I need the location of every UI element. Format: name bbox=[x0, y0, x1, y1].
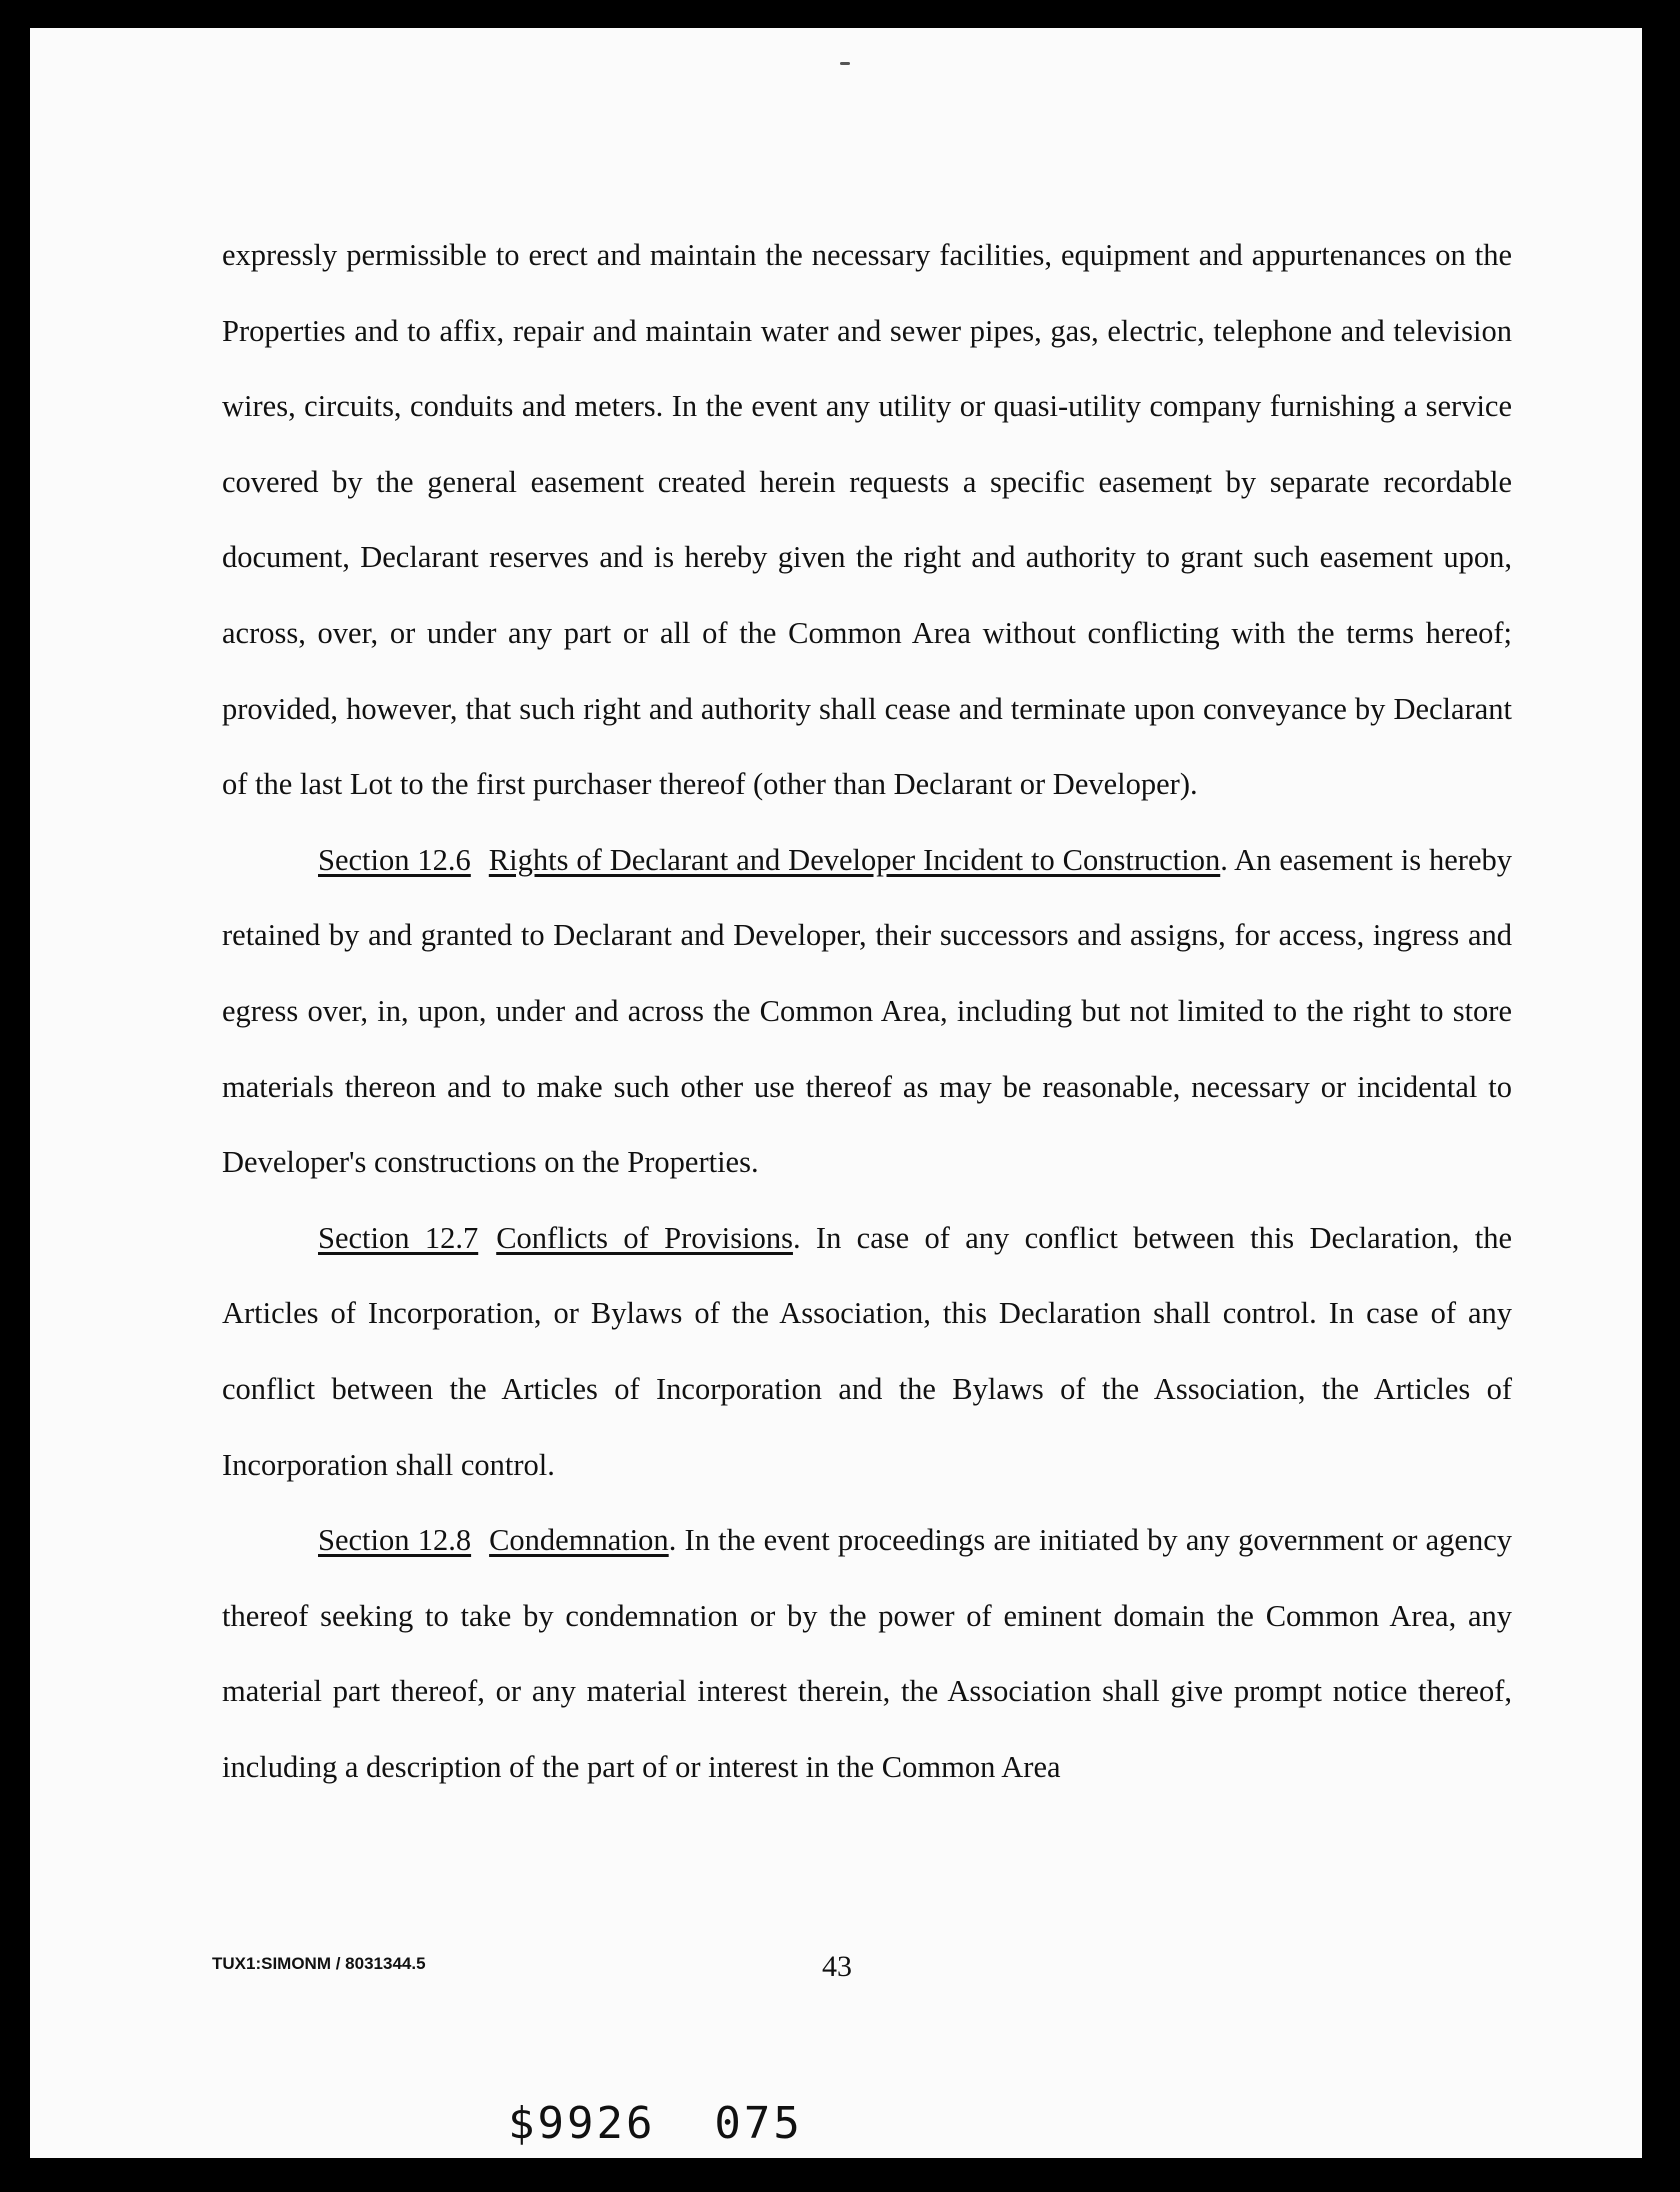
section-text: . In case of any conflict between this Declaration, the Articles of Incorporation, or Bylaws of the Association, this Declaration shall control. In case of any conflict between the Articles of Incorporation and the Bylaws of the Association, the Articles of Incorporation shall control. bbox=[222, 1220, 1512, 1482]
paragraph-section-12-8 bbox=[222, 1503, 1512, 1805]
section-heading: Condemnation bbox=[489, 1523, 669, 1558]
document-page bbox=[30, 28, 1642, 2158]
paragraph-section-12-7 bbox=[222, 1201, 1512, 1503]
section-heading: Conflicts of Provisions bbox=[496, 1220, 793, 1255]
section-number: Section 12.7 bbox=[318, 1220, 479, 1255]
scan-speck bbox=[840, 62, 850, 65]
section-heading: Rights of Declarant and Developer Incident to Construction bbox=[488, 842, 1221, 877]
footer-document-id: TUX1:SIMONM / 8031344.5 bbox=[212, 1954, 426, 1973]
page-number: 43 bbox=[822, 1950, 852, 1983]
paragraph-text: expressly permissible to erect and maintain the necessary facilities, equipment and appurtenances on the Properties and to affix, repair and maintain water and sewer pipes, gas, electric, telephone and television wires, circuits, conduits and meters. In the event any utility or quasi-utility company furnishing a service covered by the general easement created herein requests a specific easement by separate recordable document, Declarant reserves and is hereby given the right and authority to grant such easement upon, across, over, or under any part or all of the Common Area without conflicting with the terms hereof; provided, however, that such right and authority shall cease and terminate upon conveyance by Declarant of the last Lot to the first purchaser thereof (other than Declarant or Developer). bbox=[222, 238, 1512, 802]
section-number: Section 12.6 bbox=[318, 842, 471, 877]
paragraph-section-12-6 bbox=[222, 823, 1512, 1201]
bates-number: $9926 075 bbox=[508, 2098, 803, 2149]
section-number: Section 12.8 bbox=[318, 1523, 472, 1558]
document-body bbox=[222, 218, 1512, 1805]
section-text: . In the event proceedings are initiated by any government or agency thereof seeking to take by condemnation or by the power of eminent domain the Common Area, any material part thereof, or any material interest therein, the Association shall give prompt notice thereof, including a description of the part of or interest in the Common Area bbox=[222, 1523, 1512, 1784]
section-text: . An easement is hereby retained by and granted to Declarant and Developer, their successors and assigns, for access, ingress and egress over, in, upon, under and across the Common Area, including but not limited to the right to store materials thereon and to make such other use thereof as may be reasonable, necessary or incidental to Developer's constructions on the Properties. bbox=[222, 842, 1512, 1180]
paragraph-easement-continuation bbox=[222, 218, 1512, 823]
